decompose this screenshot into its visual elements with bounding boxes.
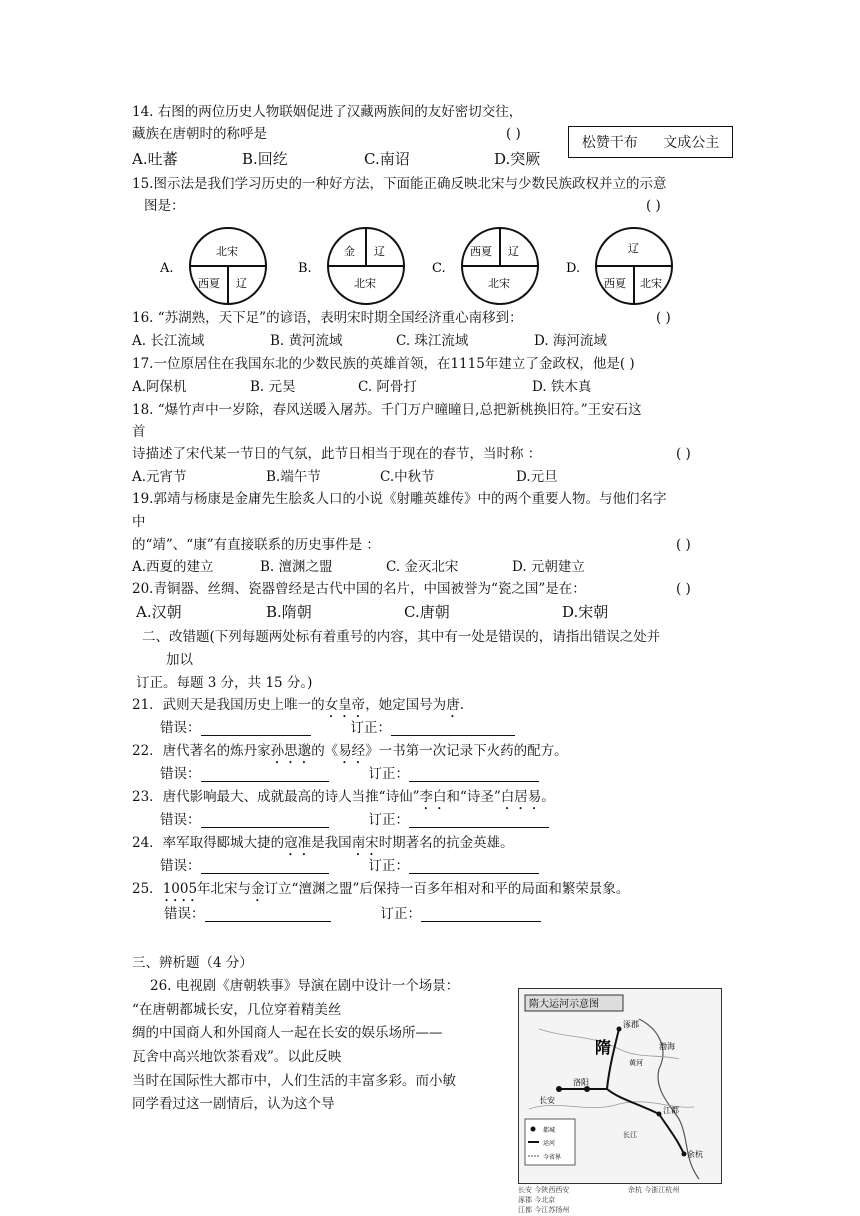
map-drawing: [519, 989, 721, 1183]
q14-option-b: B.回纥: [242, 150, 288, 168]
pie-b-label-right: 辽: [374, 245, 385, 258]
q20-option-a: A.汉朝: [136, 603, 182, 621]
q24-answer-row: [160, 858, 539, 874]
q23-fix-label: 订正：: [368, 812, 409, 828]
pie-b-letter: B.: [298, 261, 312, 276]
q25-error-blank[interactable]: [205, 907, 331, 922]
q22-stem: [132, 743, 568, 767]
q25-emph-1: 1005: [162, 881, 198, 897]
pie-a-letter: A.: [160, 261, 174, 276]
pie-a-label-right: 辽: [236, 277, 247, 290]
q15-pie-b: [298, 224, 408, 308]
q17-stem: 17.一位原居住在我国东北的少数民族的英雄首领，在1115年建立了金政权，他是( ): [132, 356, 635, 372]
pie-d-letter: D.: [566, 261, 581, 276]
q24-text-pre: 24．率军取得郾城大捷的: [132, 835, 285, 851]
q18-option-d: D.元旦: [516, 469, 558, 485]
map-note-4: 余杭 今浙江杭州: [628, 1186, 680, 1194]
q23-error-label: 错误：: [160, 812, 201, 828]
q25-stem: [132, 881, 629, 905]
q17-options: [132, 379, 692, 397]
q15-pie-c: [432, 224, 542, 308]
q14-option-c: C.南诏: [364, 150, 410, 168]
section2-instruction-line2: 加以: [166, 652, 193, 668]
q25-answer-row: [164, 906, 541, 922]
q24-emph-1: 寇准: [284, 835, 312, 851]
q18-stem-line3: 诗描述了宋代某一节日的气氛，此节日相当于现在的春节，当时称 ：: [132, 446, 542, 462]
q26-line2: “在唐朝都城长安，几位穿着精美丝: [132, 1002, 342, 1018]
map-city-luoyang: 洛阳: [573, 1078, 589, 1087]
q20-stem: 20.青铜器、丝绸、瓷器曾经是古代中国的名片，中国被誉为“瓷之国”是在：: [132, 581, 586, 597]
q21-text-post: .: [459, 697, 464, 713]
q24-text-mid: 是我国: [311, 835, 352, 851]
section2-instruction-line1: 二、改错题(下列每题两处标有着重号的内容，其中有一处是错误的，请指出错误之处并: [142, 629, 661, 645]
q18-option-a: A.元宵节: [132, 469, 187, 485]
q19-option-b: B. 澶渊之盟: [260, 559, 333, 575]
map-legend-capital: 都城: [543, 1127, 556, 1134]
q25-emph-2: 金: [251, 881, 265, 897]
q14-stem-line2: 藏族在唐朝时的称呼是: [132, 126, 267, 142]
q14-answer-paren: ( ): [506, 126, 521, 142]
q20-answer-paren: ( ): [676, 581, 691, 597]
q21-fix-label: 订正：: [350, 720, 391, 736]
q22-text-pre: 22．唐代著名的炼丹家: [132, 743, 271, 759]
map-legend-canal: 运河: [543, 1140, 556, 1147]
q22-emph-2: 易经: [338, 743, 366, 759]
q18-options: [132, 469, 692, 487]
q18-answer-paren: ( ): [676, 446, 691, 462]
q24-stem: [132, 835, 514, 859]
map-city-changan: 长安: [539, 1096, 555, 1105]
q18-stem-line2: 首: [132, 424, 146, 440]
q15-stem-line2: 图是：: [144, 198, 185, 214]
pie-d-label-left: 西夏: [604, 277, 626, 290]
map-city-jiangdu: 江都: [663, 1106, 679, 1115]
section2-instruction-line3: 订正。每题 3 分，共 15 分。): [136, 675, 313, 691]
map-note-1: 长安 今陕西西安: [518, 1186, 570, 1194]
q26-line4: 瓦舍中高兴地饮茶看戏”。以此反映: [132, 1049, 342, 1065]
map-note-3: 江都 今江苏扬州: [518, 1206, 570, 1214]
q16-stem: 16. “苏湖熟，天下足”的谚语，表明宋时期全国经济重心南移到：: [132, 310, 523, 326]
q20-option-d: D.宋朝: [562, 603, 609, 621]
q21-emph-1: 女皇帝: [324, 697, 366, 713]
pie-d-label-top: 辽: [628, 242, 639, 255]
map-region-label: 隋: [595, 1038, 612, 1057]
q14-options: [132, 150, 552, 170]
q14-stem-line1: 14. 右图的两位历史人物联姻促进了汉藏两族间的友好密切交往，: [132, 104, 523, 120]
q26-line5: 当时在国际性大都市中，人们生活的丰富多彩。而小敏: [132, 1073, 456, 1089]
q21-text-mid: ，她定国号为: [365, 697, 447, 713]
map-city-zhuojun: 涿郡: [623, 1020, 639, 1029]
map-title: 隋大运河示意图: [529, 999, 599, 1010]
q22-answer-row: [160, 766, 539, 782]
map-river-huanghe: 黄河: [629, 1059, 643, 1067]
q24-error-blank[interactable]: [201, 859, 329, 874]
q25-text-mid: 年北宋与: [197, 881, 252, 897]
map-river-changjiang: 长江: [623, 1131, 637, 1139]
q15-pie-a: [160, 224, 270, 308]
q23-text-post: 。: [541, 789, 555, 805]
q19-option-a: A.西夏的建立: [132, 559, 214, 575]
pie-d-label-right: 北宋: [640, 277, 662, 290]
q23-text-pre: 23．唐代影响最大、成就最高的诗人当推“诗仙”: [132, 789, 420, 805]
q22-error-label: 错误：: [160, 766, 201, 782]
q21-error-label: 错误：: [160, 720, 201, 736]
q26-line3: 绸的中国商人和外国商人一起在长安的娱乐场所——: [132, 1025, 443, 1041]
q19-option-d: D. 元朝建立: [512, 559, 585, 575]
q23-fix-blank[interactable]: [409, 813, 549, 828]
q25-text-pre: 25．: [132, 881, 163, 897]
q21-answer-row: [160, 720, 515, 736]
q21-error-blank[interactable]: [201, 721, 311, 736]
q23-emph-1: 李白: [419, 789, 447, 805]
q23-stem: [132, 789, 555, 813]
q23-text-mid: 和“诗圣”: [446, 789, 501, 805]
q19-option-c: C. 金灭北宋: [386, 559, 459, 575]
q14-option-a: A.吐蕃: [132, 150, 178, 168]
q22-fix-label: 订正：: [368, 766, 409, 782]
q22-emph-1: 孙思邈: [270, 743, 312, 759]
q21-fix-blank[interactable]: [391, 721, 515, 736]
q25-text-post: 订立“澶渊之盟”后保持一百多年相对和平的局面和繁荣景象。: [264, 881, 630, 897]
map-legend-border: 今省界: [543, 1154, 562, 1161]
q19-stem-line3: 的“靖”、“康”有直接联系的历史事件是 ：: [132, 537, 380, 553]
pie-b-label-left: 金: [344, 245, 355, 258]
q26-line6: 同学看过这一剧情后，认为这个导: [132, 1096, 335, 1112]
pie-c-label-bottom: 北宋: [488, 277, 510, 290]
pie-c-letter: C.: [432, 261, 446, 276]
grand-canal-map: [518, 988, 722, 1184]
box-name-wencheng: 文成公主: [663, 135, 720, 151]
map-sea-label: 渤海: [659, 1042, 675, 1051]
q21-stem: [132, 697, 464, 721]
q24-fix-blank[interactable]: [409, 859, 539, 874]
q23-error-blank[interactable]: [201, 813, 329, 828]
q16-option-d: D. 海河流域: [534, 333, 607, 349]
q24-text-post: 时期著名的抗金英雄。: [378, 835, 514, 851]
q22-fix-blank[interactable]: [409, 767, 539, 782]
pie-b-label-bottom: 北宋: [354, 277, 376, 290]
q21-text-pre: 21．武则天是我国历史上唯一的: [132, 697, 325, 713]
q17-option-b: B. 元昊: [250, 379, 296, 395]
q14-option-d: D.突厥: [494, 150, 541, 168]
q24-error-label: 错误：: [160, 858, 201, 874]
q17-option-d: D. 铁木真: [532, 379, 592, 395]
q16-option-b: B. 黄河流域: [270, 333, 343, 349]
q22-error-blank[interactable]: [201, 767, 329, 782]
q25-fix-label: 订正：: [380, 906, 421, 922]
q23-emph-2: 白居易: [500, 789, 542, 805]
q25-fix-blank[interactable]: [421, 907, 541, 922]
q15-stem-line1: 15.图示法是我们学习历史的一种好方法，下面能正确反映北宋与少数民族政权并立的示意: [132, 176, 667, 192]
q17-option-c: C. 阿骨打: [358, 379, 417, 395]
q20-options: [132, 603, 692, 623]
map-note-2: 涿郡 今北京: [518, 1196, 556, 1204]
q19-stem-line1: 19.郭靖与杨康是金庸先生脍炙人口的小说《射雕英雄传》中的两个重要人物。与他们名字: [132, 491, 667, 507]
pie-a-label-top: 北宋: [216, 245, 238, 258]
q20-option-b: B.隋朝: [266, 603, 312, 621]
map-city-yuhang: 余杭: [687, 1150, 703, 1159]
q18-option-c: C.中秋节: [380, 469, 435, 485]
q15-answer-paren: ( ): [646, 198, 661, 214]
q16-answer-paren: ( ): [656, 310, 671, 326]
q20-option-c: C.唐朝: [404, 603, 450, 621]
q19-stem-line2: 中: [132, 514, 146, 530]
q16-options: [132, 333, 692, 351]
section3-title: 三、辨析题（4 分）: [132, 955, 253, 971]
q19-options: [132, 559, 692, 577]
q26-line1: 26. 电视剧《唐朝轶事》导演在剧中设计一个场景：: [150, 978, 460, 994]
q25-error-label: 错误：: [164, 906, 205, 922]
q16-option-a: A. 长江流域: [132, 333, 205, 349]
q18-stem-line1: 18. “爆竹声中一岁除，春风送暖入屠苏。千门万户曈曈日,总把新桃换旧符。”王安石这: [132, 402, 642, 418]
q17-option-a: A.阿保机: [132, 379, 187, 395]
q16-option-c: C. 珠江流域: [396, 333, 469, 349]
q19-answer-paren: ( ): [676, 537, 691, 553]
q22-text-post: 》一书第一次记录下火药的配方。: [365, 743, 568, 759]
q23-answer-row: [160, 812, 549, 828]
q24-fix-label: 订正：: [368, 858, 409, 874]
q15-pie-d: [566, 224, 676, 308]
q18-option-b: B.端午节: [266, 469, 321, 485]
pie-c-label-right: 辽: [508, 245, 519, 258]
pie-a-label-left: 西夏: [198, 277, 220, 290]
q14-figure-box: [568, 126, 733, 158]
box-name-songtsen: 松赞干布: [581, 135, 638, 151]
q22-text-mid: 的《: [311, 743, 339, 759]
q24-emph-2: 南宋: [351, 835, 379, 851]
q21-emph-2: 唐: [446, 697, 460, 713]
pie-c-label-left: 西夏: [470, 245, 492, 258]
